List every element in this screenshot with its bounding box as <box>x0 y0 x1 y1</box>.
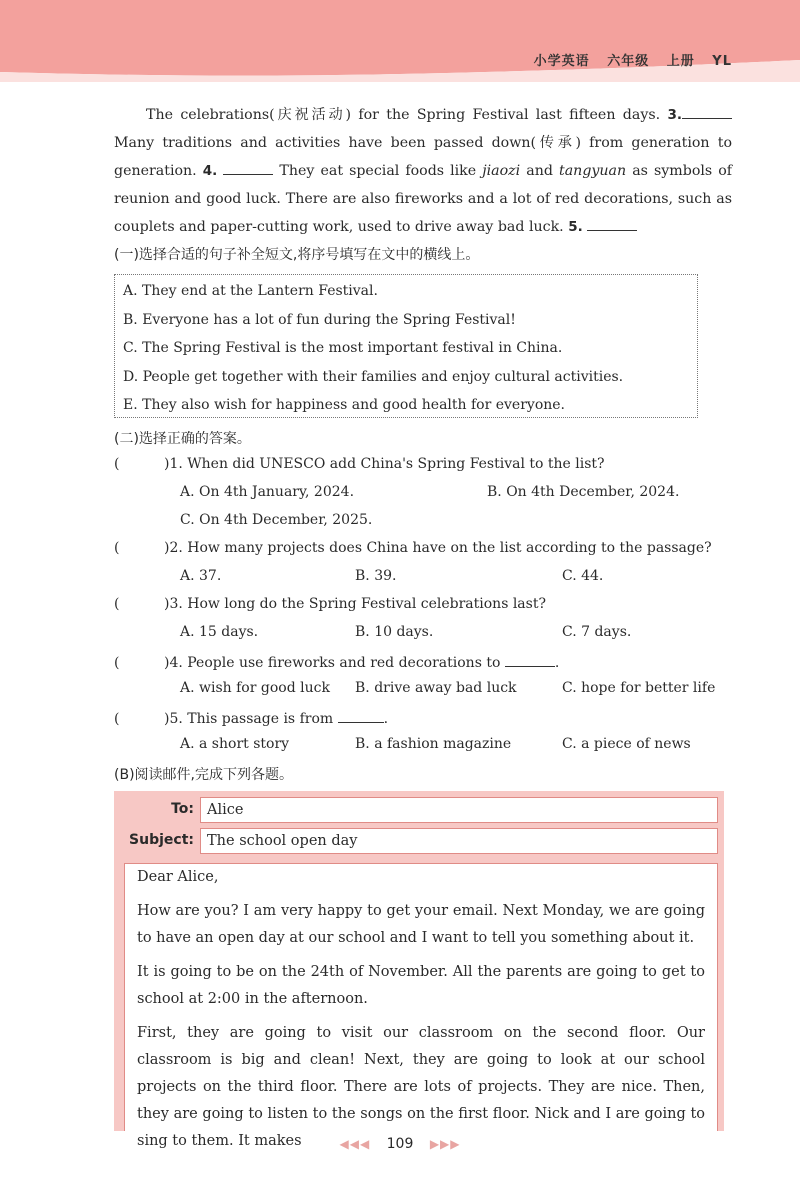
option-e: E. They also wish for happiness and good health for everyone. <box>123 397 565 413</box>
question-text: )4. People use fireworks and red decorations to <box>164 655 501 671</box>
subject-label: Subject: <box>129 832 194 848</box>
blank-number-3: 3. <box>667 107 682 123</box>
question-4 <box>114 652 559 671</box>
q5-tail: . <box>383 711 389 727</box>
prev-arrows-icon: ◀◀◀ <box>339 1137 371 1151</box>
options-box <box>114 274 698 418</box>
q5-option-a: A. a short story <box>180 736 290 752</box>
q2-option-b: B. 39. <box>355 568 397 584</box>
answer-paren[interactable]: ( <box>114 596 120 612</box>
blank-5 <box>587 216 637 231</box>
passage-s1: The celebrations(庆祝活动) for the Spring Festival last fifteen days. <box>146 107 661 123</box>
to-field[interactable]: Alice <box>200 797 718 823</box>
answer-paren[interactable]: ( <box>114 711 120 727</box>
book-subject: 小学英语 <box>533 54 590 69</box>
q3-option-c: C. 7 days. <box>562 624 632 640</box>
q2-option-a: A. 37. <box>180 568 222 584</box>
q1-option-a: A. On 4th January, 2024. <box>180 484 355 500</box>
passage-paragraph <box>114 101 732 241</box>
book-volume: 上册 <box>666 54 695 69</box>
q1-option-b: B. On 4th December, 2024. <box>487 484 680 500</box>
q4-option-a: A. wish for good luck <box>180 680 330 696</box>
subject-field[interactable]: The school open day <box>200 828 718 854</box>
part2-title: (二)选择正确的答案。 <box>114 431 251 447</box>
question-text: )3. How long do the Spring Festival celebrations last? <box>164 596 546 612</box>
blank-4 <box>223 160 273 175</box>
blank-number-5: 5. <box>568 219 583 235</box>
option-c: C. The Spring Festival is the most important festival in China. <box>123 340 563 356</box>
q5-option-b: B. a fashion magazine <box>355 736 512 752</box>
q2-option-c: C. 44. <box>562 568 604 584</box>
q5-blank <box>338 708 384 723</box>
question-3 <box>114 596 546 612</box>
blank-3 <box>682 104 732 119</box>
next-arrows-icon: ▶▶▶ <box>429 1137 461 1151</box>
blank-number-4: 4. <box>202 163 218 179</box>
option-b: B. Everyone has a lot of fun during the Spring Festival! <box>123 311 516 328</box>
header-decoration <box>0 0 800 82</box>
food-tangyuan: tangyuan <box>559 163 627 179</box>
email-paragraph-1: How are you? I am very happy to get your email. Next Monday, we are going to have an open day at our school and I want to tell you something about it. <box>137 903 705 946</box>
passage-s3b: as symbols of reunion and good luck. There are also fireworks and a lot of red decorations, such as couplets and paper-cutting work, used to drive away bad luck. <box>114 163 733 235</box>
food-jiaozi: jiaozi <box>482 163 521 179</box>
q4-option-b: B. drive away bad luck <box>355 680 517 696</box>
q3-option-a: A. 15 days. <box>180 624 259 640</box>
book-grade: 六年级 <box>607 54 650 69</box>
question-text: )2. How many projects does China have on the list according to the passage? <box>164 540 712 556</box>
q4-option-c: C. hope for better life <box>562 680 716 696</box>
partB-title: (B)阅读邮件,完成下列各题。 <box>114 767 293 783</box>
book-label <box>522 50 732 69</box>
q5-option-c: C. a piece of news <box>562 736 691 752</box>
passage-s3a: They eat special foods like <box>279 163 477 179</box>
q4-blank <box>505 652 555 667</box>
header-band <box>0 0 800 82</box>
q1-option-c: C. On 4th December, 2025. <box>180 512 373 528</box>
email-paragraph-3: First, they are going to visit our classroom on the second floor. Our classroom is big and clean! Next, they are going to look at our school projects on the third floor. There are lots of projects. They are nice. Then, they are going to listen to the songs on the first floor. Nick and I are going to sing to them. It makes <box>137 1025 705 1149</box>
to-label: To: <box>171 801 194 817</box>
email-paragraph-2: It is going to be on the 24th of November. All the parents are going to get to school at 2:00 in the afternoon. <box>137 964 705 1007</box>
question-2 <box>114 540 712 556</box>
part1-title: (一)选择合适的句子补全短文,将序号填写在文中的横线上。 <box>114 247 480 263</box>
passage-s2: Many traditions and activities have been passed down(传承) from generation to generation. <box>114 135 732 179</box>
q4-tail: . <box>554 655 560 671</box>
answer-paren[interactable]: ( <box>114 540 120 556</box>
answer-paren[interactable]: ( <box>114 655 120 671</box>
page-footer <box>0 1136 800 1152</box>
option-d: D. People get together with their families and enjoy cultural activities. <box>123 368 624 385</box>
question-text: )5. This passage is from <box>164 711 334 727</box>
book-edition: YL <box>712 54 732 69</box>
page-number: 109 <box>386 1136 414 1152</box>
question-5 <box>114 708 388 727</box>
email-greeting: Dear Alice, <box>137 869 219 885</box>
answer-paren[interactable]: ( <box>114 456 120 472</box>
option-a: A. They end at the Lantern Festival. <box>123 283 378 299</box>
passage-and: and <box>526 163 553 179</box>
question-1 <box>114 456 605 472</box>
question-text: )1. When did UNESCO add China's Spring Festival to the list? <box>164 456 605 472</box>
q3-option-b: B. 10 days. <box>355 624 434 640</box>
